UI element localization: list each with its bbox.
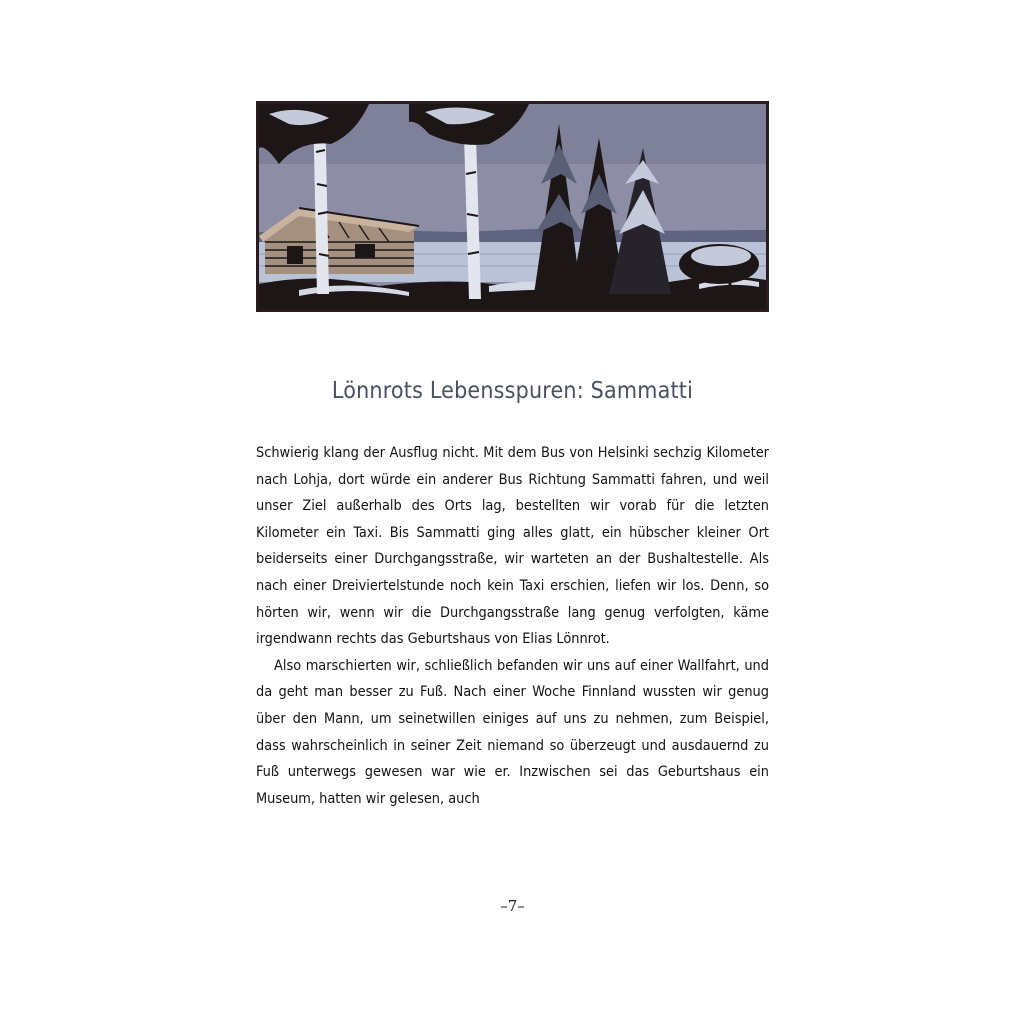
chapter-illustration bbox=[256, 101, 769, 312]
lakeside-cabin-woodcut-icon bbox=[259, 104, 766, 309]
chapter-title: Lönnrots Lebensspuren: Sammatti bbox=[331, 378, 694, 404]
paragraph: Schwierig klang der Ausflug nicht. Mit dem Bus von Helsinki sechzig Kilometer nach Lohja, dort würde ein anderer Bus Richtung Sammatti fahren, und weil unser Ziel außerhalb des Orts lag, bestellten wir vorab für die letzten Kilometer ein Taxi. Bis Sammatti ging alles glatt, ein hübscher kleiner Ort beiderseits einer Durchgangsstraße, wir warteten an der Bushaltestelle. Als nach einer Dreiviertelstunde noch kein Taxi erschien, liefen wir los. Denn, so hörten wir, wenn wir die Durchgangsstraße lang genug verfolgten, käme irgendwann rechts das Geburtshaus von Elias Lönnrot. bbox=[256, 445, 769, 648]
paragraph: Also marschierten wir, schließlich befanden wir uns auf einer Wallfahrt, und da geht man besser zu Fuß. Nach einer Woche Finnland wussten wir genug über den Mann, um seinetwillen einiges auf uns zu nehmen, zum Beispiel, dass wahrscheinlich in seiner Zeit niemand so überzeugt und ausdauernd zu Fuß unterwegs gewesen war wie er. Inzwischen sei das Geburtshaus ein Museum, hatten wir gelesen, auch bbox=[256, 657, 769, 807]
body-text bbox=[256, 440, 769, 812]
page-number: –7– bbox=[500, 897, 525, 915]
